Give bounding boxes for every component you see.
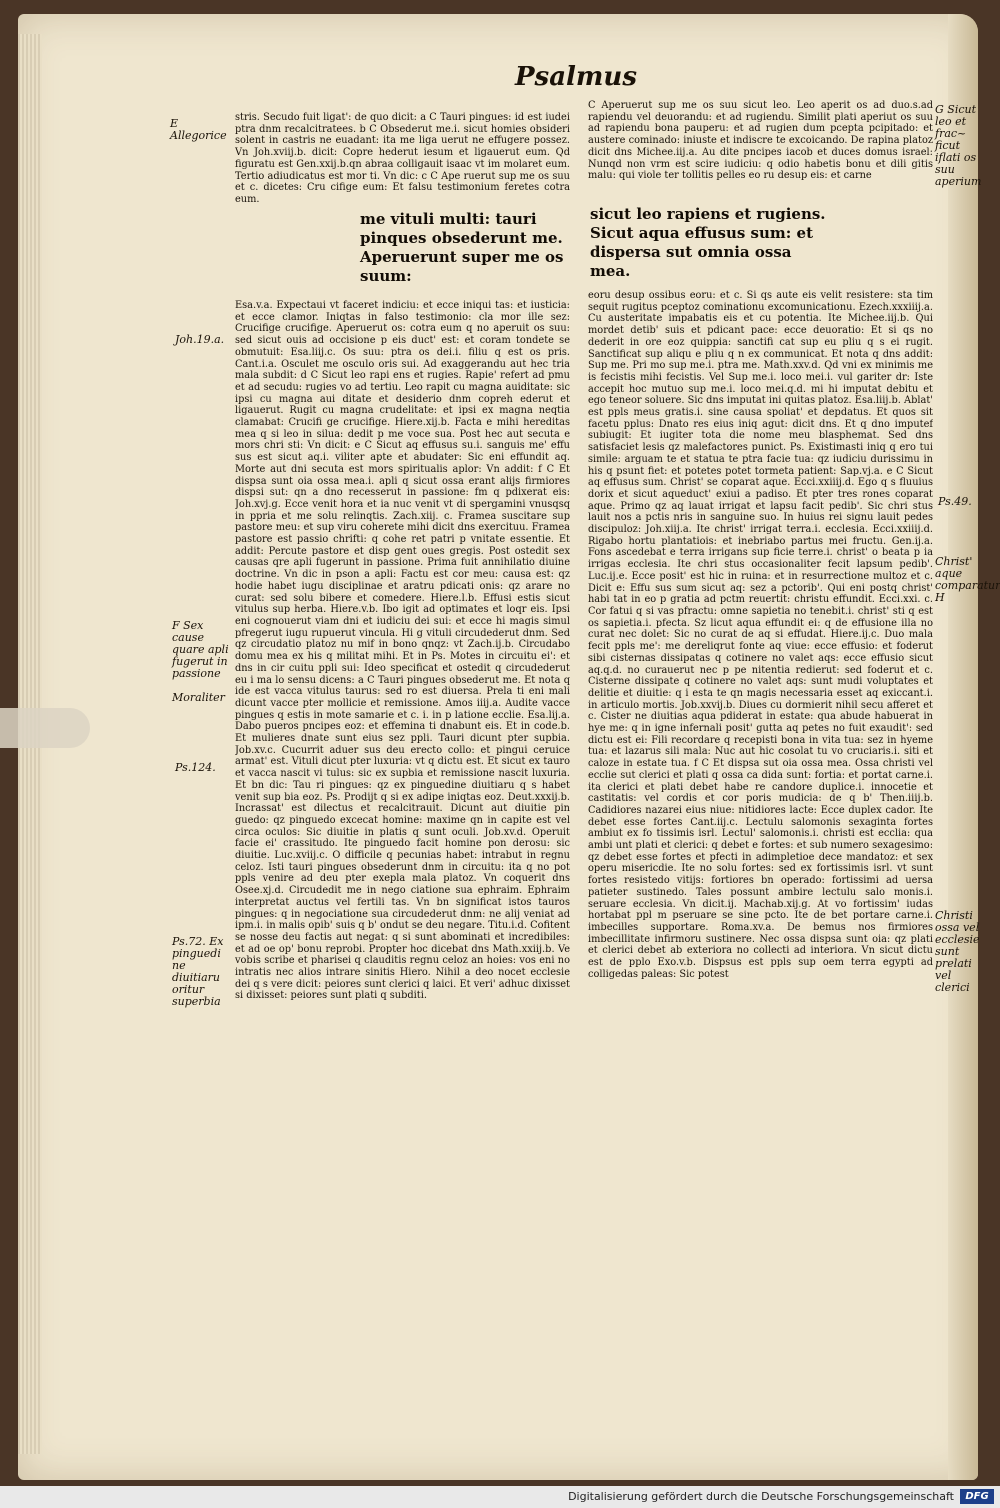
page-edge-right <box>948 14 978 1480</box>
page-title: Psalmus <box>515 62 637 92</box>
margin-note-sicut-leo: G Sicut leo et frac~ ficut iflati os suu aperium <box>935 103 982 188</box>
margin-note-allegorice: E Allegorice <box>170 117 227 142</box>
dfg-logo-icon: DFG <box>960 1489 994 1504</box>
page-strap <box>0 708 90 748</box>
biblical-text-left: me vituli multi: tauri pinques obsederunt me. Aperuerunt super me os suum: <box>360 210 564 285</box>
margin-note-moraliter: Moraliter <box>172 691 225 704</box>
margin-note-christi-ossa: Christi ossa vel ecclesie sunt prelati vel clerici <box>935 909 980 994</box>
paragraph: C Aperuerut sup me os suu sicut leo. Leo aperit os ad duo.s.ad rapiendu vel deuorandu: et ad rugiendu. Similit plati aperiut os suu ad rapiendu bona pauperu: et ad rugien dum pcepta pcipitado: et austere cominado: iniuste et indiscre te excoicando. De rapina platoz dicit dns Michee.iij.a. Au dite pncipes iacob et duces domus israel: Nunqd non vrm est scire iudiciu: q odio habetis bonu et dili gitis malu: qui viole ter tollitis pelles eo ru desup eis: et carne <box>588 100 933 182</box>
margin-note-ps49: Ps.49. <box>938 495 972 508</box>
margin-note-ps124: Ps.124. <box>175 761 216 774</box>
footer-credit: Digitalisierung gefördert durch die Deutsche Forschungsgemeinschaft <box>568 1490 954 1503</box>
paragraph: stris. Secudo fuit ligat': de quo dicit: a C Tauri pingues: id est iudei ptra dnm recalcitratees. b C Obsederut me.i. sicut homies obsideri solent in castris ne euadant: ita me liga uerut ne effugere possez. Vn Joh.xviij.b. dicit: Copre hederut iesum et ligauerut eum. Qd figuratu est Gen.xxij.b.qn abraa colligauit isaac vt im molaret eum. Tertio adiudicatus est mor ti. Vn dic: c C Ape ruerut sup me os suu et c. dicetes: Cru cifige eum: Et falsu testimonium feretes cotra eum. <box>235 112 570 205</box>
paragraph: eoru desup ossibus eoru: et c. Si qs aute eis velit resistere: sta tim sequit rugitus pceptoz cominationu excomunicationu. Ezech.xxxiiij.a. Cu austeritate impabatis eis et cu potentia. Ite Michee.iij.b. Qui mordet detib' suis et pdicant pace: ecce deuoratio: Et si qs no dederit in ore eoz quippia: sanctifi cat sup eu pliu q s ei rugit. Sanctificat sup aliqu e pliu q n ex communicat. Et nota q dns addit: Sup me. Pri mo sup me.i. ptra me. Math.xxv.d. Qd vni ex minimis me is fecistis mihi fecistis. Vel Sup me.i. loco mei.i. vul gariter dr: Iste accepit hoc mutuo sup me.i. loco mei.q.d. mi hi imputat debitu et ego teneor soluere. Sic dns imputat ini quitas platoz. Esa.liij.b. Ablat' est ppls meus gratis.i. sine causa spoliat' et depdatus. Et quos sit facetu pplus: Dnato res eius iniq agut: dicit dns. Et q dno imputef subiugit: Et iugiter tota die nome meu blasphemat. Sed dns satisfaciet lesis qz malefactores punict. Ps. Existimasti iniq q ero tui simile: arguam te et statua te ptra facie tua: qz iudiciu durissimu in his q psunt fiet: et potetes potet tormeta patient: Sap.vj.a. e C Sicut aq effusus sum. Christ' se coparat aque. Ecci.xxiiij.d. Ego q s fluuius dorix et sicut aqueduct' exiui a padiso. Et pter tres rones coparat aque. Primo qz aq lauat irrigat et lapsu facit pedib'. Sic chri stus lauit nos a pctis nris in sanguine suo. In huius rei signu lauit pedes discipuloz: Joh.xiij.a. Ite christ' irrigat terra.i. ecclesia. Ecci.xxiiij.d. Rigabo hortu plantatiois: et inebriabo partus mei fructu. Gen.ij.a. Fons ascedebat e terra irrigans sup ficie terre.i. christ' o beata p ia irrigas ecclesia. Ite chri stus occasionaliter fecit lapsum pedib'. Luc.ij.e. Ecce posit' est hic in ruina: et in resurrectione multoz et c. Dicit e: Effu sus sum sicut aq: sez a pctorib'. Qui eni postq christ' habi tat in eo p gratia ad pctm reuertit: christu effundit. Ecci.xxi. c. Cor fatui q si vas pfractu: omne sapietia no tenebit.i. christ' sti q est os sapietia.i. pfecta. Sz licut aqua effundit ei: q de effusione illa no curat nec dolet: Sic no curat de aq si effudat. Hiere.ij.c. Duo mala fecit ppls me': me dereliqrut fonte aq viue: ecce effusio: et foderut sibi cisternas dissipatas q cotinere no valet aqs: ecce effusio sicut aq.q.d. no curauerut nec p pe nitentia redierut: sed foderut et c. Cisterne dissipate q cotinere no valet aqs: sunt mudi voluptates et delitie et diuitie: q i esta te qn magis necessaria esset aq exiccant.i. in articulo mortis. Job.xxvij.b. Diues cu dormierit nihil secu afferet et c. Cister ne diuitias aqua pdiderat in estate: qua abude habuerat in hye me: q in igne infernali posit' gutta aq petes no fuit exaudit': sed dictu est ei: Fili recordare q recepisti bona in vita tua: sez in hyeme tua: et lazarus sili mala: Nuc aut hic cosolat tu vo cruciaris.i. siti et caloze in estate tua. f C Et dispsa sut oia ossa mea. Ossa christi vel ecclie sut clerici et plati q ossa ca dida sunt: fortia: et portat carne.i. ita clerici et plati debet habe re candore duplice.i. innocetie et castitatis: vel cordis et cor poris mudicia: de q b' Then.iiij.b. Cadidiores nazarei eius niue: nitidiores lacte: Ecce duplex cador. Ite debet esse fortes Cant.iij.c. Lectulu salomonis sexaginta fortes ambiut ex fo tissimis isrl. Lectul' salomonis.i. christi est ecclia: qua ambi unt plati et clerici: q debet e fortes: et sub numero sexagesimo: qz debet esse fortes et pfecti in adimpletioe dece mandatoz: et sex operu misericdie. Ite no solu fortes: sed ex fortissimis isrl. vt sunt fortes resistedo vitijs: fortiores bn operado: fortissimi ad uersa patieter sustinedo. Tales possunt ambire lectulu salo monis.i. seruare ecclesia. Vn dicit.ij. Machab.xij.g. At vo fortissim' iudas hortabat ppl m pseruare se sine pcto. Ite de bet portare carne.i. imbecilles supportare. Roma.xv.a. De bemus nos firmiores imbecillitate infirmoru sustinere. Nec ossa dispsa sunt oia: qz plati et clerici debet ab exteriora no collecti ad interiora. Vn sicut dictu est de pplo Exo.v.b. Dispsus est ppls sup oem terra egypti ad colligedas paleas: Sic potest <box>588 290 933 980</box>
margin-note-sex-cause: F Sex cause quare apli fugerut in passione <box>172 619 229 680</box>
text-column-left <box>235 300 570 1200</box>
biblical-text-right: sicut leo rapiens et rugiens. Sicut aqua effusus sum: et dispersa sut omnia ossa mea. <box>590 205 826 280</box>
margin-note-christus-aque: Christ' aque comparatur H <box>935 555 1000 604</box>
margin-note-ps72: Ps.72. Ex pinguedi ne diuitiaru oritur superbia <box>172 935 224 1008</box>
text-column-right <box>588 290 933 1202</box>
margin-note-joh: Joh.19.a. <box>175 333 225 346</box>
paragraph: Esa.v.a. Expectaui vt faceret indiciu: et ecce iniqui tas: et iusticia: et ecce clamor. Iniqtas in falso testimonio: cla mor ille sez: Crucifige crucifige. Aperuerut os: cotra eum q no aperuit os suu: sed sicut ouis ad occisione p eis duct' est: et coram tondete se obmutuit: Esa.liij.c. Os suu: ptra os dei.i. filiu q est os pris. Cant.i.a. Osculet me osculo oris sui. Ad exaggerandu aut hec tria mala subdit: d C Sicut leo rapi ens et rugies. Rapie' refert ad pmu et ad secudu: rugies vo ad tertiu. Leo rapit cu magna auiditate: sic ipsi cu magna aui ditate et desiderio dnm copreh ederut et ligauerut. Rugit cu magna crudelitate: et ipsi ex magna neqtia clamabat: Crucifi ge crucifige. Hiere.xij.b. Facta e mihi hereditas mea q si leo in silua: dedit p me voce sua. Post hec aut secuta e mors chri sti: Vn dicit: e C Sicut aq effusus su.i. sanguis me' effu sus est sicut aq.i. viliter apte et abudater: Sic eni effundit aq. Morte aut dni secuta est mors spiritualis aplor: Vn addit: f C Et dispsa sunt oia ossa mea.i. apli q sicut ossa erant alijs firmiores dispsi sut: qn a dno recesserut in passione: fm q pdixerat eis: Joh.xvj.g. Ecce venit hora et ia nuc venit vt di spergamini vnusqsq in ppria et me solu relinqtis. Zach.xiij. c. Framea suscitare sup pastore meu: et sup viru coherete mihi dicit dns exercituu. Framea pastore est passio chrifti: q cohe ret patri p vnitate essentie. Et addit: Percute pastore et disp gent oues gregis. Post ostedit sex causas qre apli fugerunt in passione. Prima fuit annihilatio diuine doctrine. Vn dic in pson a apli: Factu est cor meu: causa est: qz hodie habet iugu disciplinae et aratru pdicati onis: qz arare no curat: sed solu bibere et comedere. Hiere.l.b. Effusi estis sicut vitulus sup herba. Hiere.v.b. Ibo igit ad optimates et loqr eis. Ipsi eni cognouerut viam dni et iudiciu dei sui: et ecce hi magis simul pfregerut iugu rupuerut vincula. Hi g vituli circudederut dnm. Sed qz circudatio platoz nu mif in bono qnqz: vt Zach.ij.b. Circudabo domu mea ex his q militat mihi. Et in Ps. Motes in circuitu ei': et dns in cir cuitu ppli sui: Ideo specificat et ostedit q circudederut eu i ma lo sensu dicens: a C Tauri pingues obsederut me. Et nota q ide est vacca vitulus taurus: sed ro est diuersa. Prela ti eni mali dicunt vacce pter mollicie et remissione. Amos iiij.a. Audite vacce pingues q estis in mote samarie et c. i. in p latione ecclie. Esa.lij.a. Dabo pueros pncipes eoz: et effemina ti dnabunt eis. Et in code.b. Et mulieres dnate sunt eius sez ppli. Tauri dicunt pter supbia. Job.xv.c. Cucurrit aduer sus deu erecto collo: et pingui ceruice armat' est. Vituli dicut pter luxuria: vt q dictu est. Et sicut ex tauro et vacca nascit vi tulus: sic ex supbia et remissione nascit luxuria. Et bn dic: Tau ri pingues: qz ex pinguedine diuitiaru q s habet venit sup bia eoz. Ps. Prodijt q si ex adipe iniqtas eoz. Deut.xxxij.b. Incrassat' est dilectus et recalcitrauit. Dicunt aut diuitie pin guedo: qz pinguedo excecat homine: maxime qn in capite est vel circa oculos: Sic diuitie in platis q sunt oculi. Job.xv.d. Operuit facie ei' crassitudo. Ite pinguedo facit homine pon derosu: sic diuitie. Luc.xviij.c. O difficile q pecunias habet: intrabut in regnu celoz. Isti tauri pingues obsederunt dnm in circuitu: ita q no pot ppls venire ad deu pter exepla mala platoz. Vn coquerit dns Osee.xj.d. Circudedit me in nego ciatione sua ephraim. Ephraim interpretat auctus vel fertili tas. Vn bn significat istos tauros pingues: q in negociatione sua circudederut dnm: ne alij veniat ad ipm.i. in malis opib' suis q b' ondut se deu negare. Titu.i.d. Cofitent se nosse deu factis aut negat: q si sunt abominati et incredibiles: et ad oe op' bonu reprobi. Propter hoc dicebat dns Math.xxiij.b. Ve vobis scribe et pharisei q clauditis regnu celoz an hoies: vos eni no intratis nec alios intrare sinitis Hiero. Nihil a deo nocet ecclesie dei q s vere dicit: peiores sunt clerici q laici. Et veri' adhuc dixisset si dixisset: peiores sunt plati q subditi. <box>235 300 570 1002</box>
footer-bar <box>0 1486 1000 1508</box>
